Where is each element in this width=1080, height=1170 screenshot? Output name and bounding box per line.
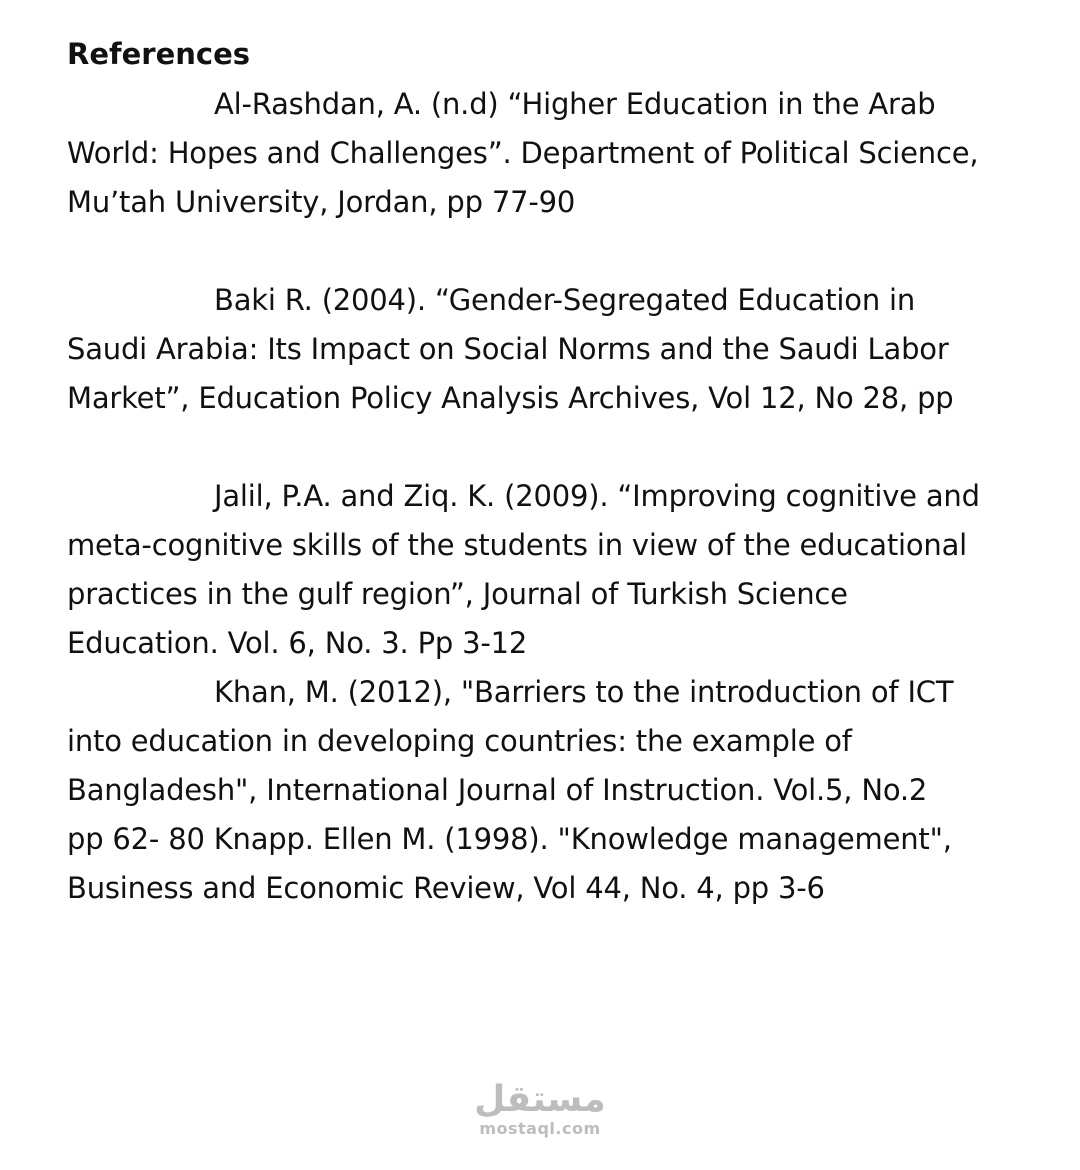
watermark-logo: مستقل	[474, 1079, 606, 1120]
references-heading: References	[67, 37, 251, 71]
mostaql-watermark	[470, 1080, 610, 1138]
reference-line: Market”, Education Policy Analysis Archives, Vol 12, No 28, pp	[67, 381, 954, 415]
reference-entry	[67, 276, 1057, 472]
reference-line: into education in developing countries: the example of	[67, 724, 852, 758]
reference-line: Education. Vol. 6, No. 3. Pp 3-12	[67, 626, 528, 660]
reference-line: Al-Rashdan, A. (n.d) “Higher Education in the Arab	[214, 87, 936, 121]
reference-line: World: Hopes and Challenges”. Department of Political Science,	[67, 136, 979, 170]
reference-line: pp 62- 80 Knapp. Ellen M. (1998). "Knowledge management",	[67, 822, 952, 856]
reference-entry	[67, 472, 1057, 668]
reference-line: Saudi Arabia: Its Impact on Social Norms and the Saudi Labor	[67, 332, 949, 366]
reference-line: practices in the gulf region”, Journal of Turkish Science	[67, 577, 848, 611]
reference-line: Khan, M. (2012), "Barriers to the introduction of ICT	[214, 675, 954, 709]
watermark-url: mostaql.com	[479, 1119, 601, 1138]
reference-entry	[67, 80, 1057, 276]
reference-line: Baki R. (2004). “Gender-Segregated Education in	[214, 283, 916, 317]
reference-line: Business and Economic Review, Vol 44, No. 4, pp 3-6	[67, 871, 825, 905]
reference-line: meta-cognitive skills of the students in view of the educational	[67, 528, 968, 562]
reference-line: Bangladesh", International Journal of Instruction. Vol.5, No.2	[67, 773, 928, 807]
reference-entry	[67, 668, 1057, 918]
reference-line: Jalil, P.A. and Ziq. K. (2009). “Improving cognitive and	[214, 479, 980, 513]
reference-list	[67, 80, 1057, 918]
reference-line: Mu’tah University, Jordan, pp 77-90	[67, 185, 576, 219]
